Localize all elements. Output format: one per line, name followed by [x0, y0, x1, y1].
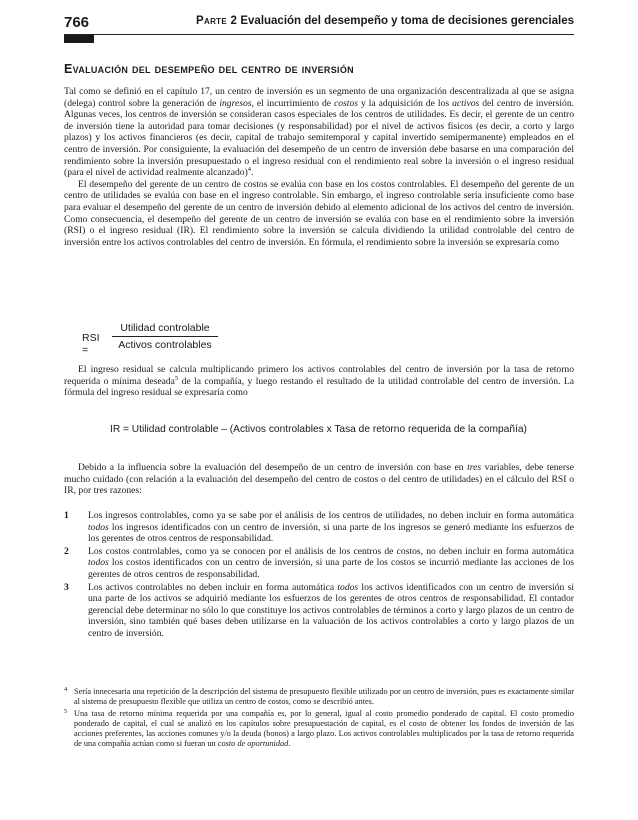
paragraph-4: Debido a la influencia sobre la evaluación del desempeño de un centro de inversión con base en tres variables, debe tenerse mucho cuidado (con relación a la evaluación del desempeño del centro de costos o del centro de utilidades) en el cálculo del RSI o IR, por tres razones:	[64, 462, 575, 497]
footnote-mark: 5	[64, 708, 68, 715]
section-body-3	[64, 462, 574, 497]
list-item: 1 Los ingresos controlables, como ya se sabe por el análisis de los centros de utilidades, no deben incluir en forma automática todos los ingresos identificados con un centro de inversión, si una parte de los ingresos se generó mediante los esfuerzos de los gerentes de otros centros de responsabilidad.	[64, 510, 574, 545]
rsi-numerator: Utilidad controlable	[112, 322, 218, 337]
footnote-mark: 4	[64, 686, 68, 693]
footnote-4: 4 Sería innecesaria una repetición de la descripción del sistema de presupuesto flexible utilizado por un centro de inversión, pues es exactamente similar al sistema de presupuesto flexible que utiliza un centro de costos, como se describió antes.	[64, 686, 574, 706]
paragraph-2: El desempeño del gerente de un centro de costos se evalúa con base en los costos controlables. El desempeño del gerente de un centro de utilidades se evalúa con base en el ingreso controlable. Sin embargo, el ingreso controlable sería insuficiente como base para evaluar el desempeño del gerente de un centro de inversión debido al elemento adicional de los activos del centro de inversión. Como consecuencia, el desempeño del gerente de un centro de inversión se evalúa con base en el rendimiento sobre la inversión (RSI) o el ingreso residual (IR). El rendimiento sobre la inversión se calcula dividiendo la utilidad controlable del centro de inversión entre los activos controlables del centro de inversión. En fórmula, el rendimiento sobre la inversión se expresaría como	[64, 178, 574, 248]
footnote-ref-5: 5	[174, 374, 179, 382]
rsi-formula-lhs: RSI =	[82, 332, 100, 356]
paragraph-3: El ingreso residual se calcula multiplicando primero los activos controlables del centro de inversión por la tasa de retorno requerida o mínima deseada$^5$ de la compañía, y luego restando el resultado de la utilidad controlable del centro de inversión. La fórmula del ingreso residual se expresaría como	[64, 364, 574, 399]
footnote-5: 5 Una tasa de retorno mínima requerida por una compañía es, por lo general, igual al costo promedio ponderado de capital. El costo promedio ponderado de capital, el cual se analizó en los capítulos sobre presupuestación de capital, es el costo de obtener los fondos de inversión de las acciones preferentes, las acciones comunes y/o la deuda (bonos) a largo plazo. Los activos controlables multiplicados por la tasa de retorno requerida de una compañía actúan como si fueran un costo de oportunidad.	[64, 708, 574, 748]
running-header-title: Evaluación del desempeño y toma de decisiones gerenciales	[240, 15, 574, 27]
list-item: 3 Los activos controlables no deben incluir en forma automática todos los activos identificados con un centro de inversión si una parte de los activos se adquirió mediante los esfuerzos de los gerentes de otros centros de responsabilidad. El contador gerencial debe determinar no sólo lo que constituye los activos controlables de términos a corto y largo plazos de un centro de inversión, sino también qué bases deben utilizarse en la valuación de los activos controlables a corto y largo plazos de un centro de inversión.	[64, 581, 574, 639]
rsi-denominator: Activos controlables	[118, 339, 212, 351]
list-item-number: 1	[64, 510, 69, 521]
paragraph-1: Tal como se definió en el capítulo 17, un centro de inversión es un segmento de una organización descentralizada al que se asigna (delega) control sobre la generación de ingresos, el incurrimiento de costos y la adquisición de los activos del centro de inversión. Algunas veces, los centros de inversión se consideran casos especiales de los centros de utilidades. Es decir, el gerente de un centro de inversión tiene la autoridad para tomar decisiones (y responsabilidad) por el nivel de activos físicos (es decir, a corto y largo plazos) y los activos financieros (es decir, capital de trabajo semitemporal y capital invertido semipermanente) empleados en el centro de inversión. Por consiguiente, la evaluación del desempeño de un centro de inversión debe basarse en una comparación del rendimiento sobre la inversión presupuestado o el ingreso residual con el rendimiento real sobre la inversión o el ingreso residual (para el nivel de actividad realmente alcanzado)$^4$.	[64, 86, 575, 179]
footnote-ref-4: 4	[247, 165, 252, 173]
running-header-part: Parte 2	[196, 15, 238, 27]
list-item-number: 2	[64, 545, 69, 557]
list-item: 2 Los costos controlables, como ya se conocen por el análisis de los centros de costos, no deben incluir en forma automática todos los costos identificados con un centro de inversión, si una parte de los costos se incurrió mediante las acciones de los gerentes de otros centros de responsabilidad.	[64, 545, 574, 580]
rsi-formula-fraction	[112, 322, 218, 351]
page-number: 766	[64, 14, 90, 31]
ir-formula: IR = Utilidad controlable – (Activos controlables x Tasa de retorno requerida de la compañía)	[110, 424, 527, 435]
section-title: Evaluación del desempeño del centro de inversión	[64, 62, 354, 76]
header-tab-marker	[64, 35, 94, 43]
reasons-list	[64, 510, 574, 641]
section-body-2	[64, 364, 574, 399]
section-body	[64, 86, 574, 248]
footnotes	[64, 687, 574, 751]
page-header	[64, 14, 574, 35]
running-header	[196, 15, 574, 27]
list-item-number: 3	[64, 581, 69, 593]
